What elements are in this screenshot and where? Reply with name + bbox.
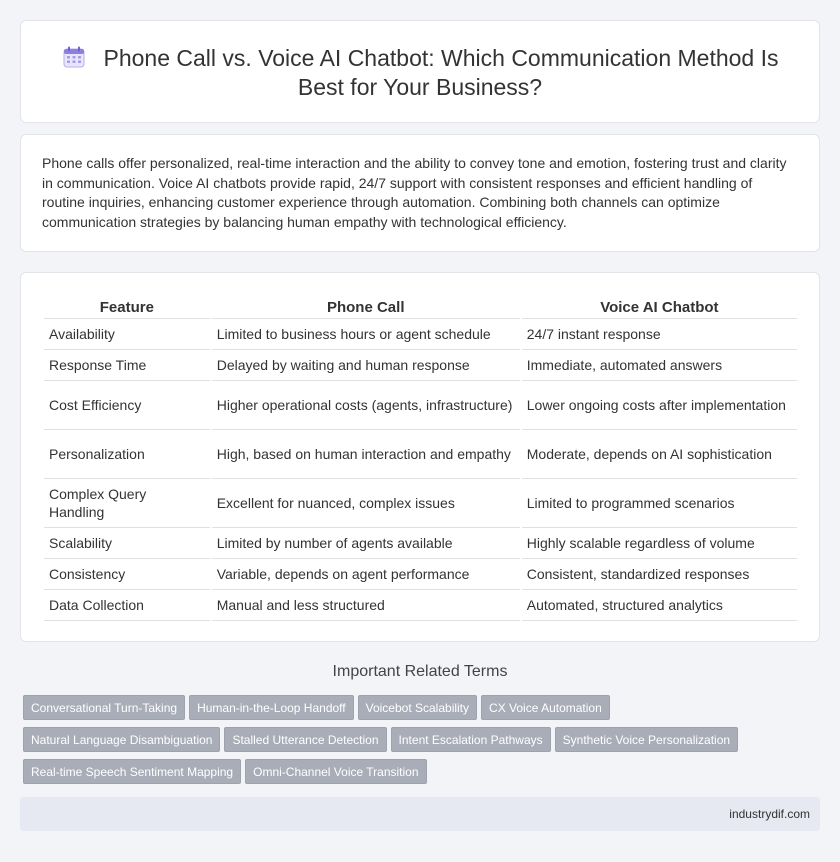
page-title-wrap xyxy=(21,44,819,102)
phone-call-cell: High, based on human interaction and empathy xyxy=(212,430,520,479)
voice-ai-cell: Limited to programmed scenarios xyxy=(522,479,797,528)
footer-site-link[interactable]: industrydif.com xyxy=(729,807,810,821)
calendar-icon xyxy=(62,45,86,69)
phone-call-cell: Higher operational costs (agents, infrastructure) xyxy=(212,381,520,430)
related-term-chip[interactable]: Voicebot Scalability xyxy=(358,695,477,720)
table-header-row xyxy=(44,295,797,319)
table-row xyxy=(44,381,797,430)
voice-ai-cell: 24/7 instant response xyxy=(522,319,797,350)
feature-cell: Availability xyxy=(44,319,210,350)
feature-cell: Scalability xyxy=(44,528,210,559)
comparison-card xyxy=(20,272,820,642)
voice-ai-cell: Lower ongoing costs after implementation xyxy=(522,381,797,430)
table-row xyxy=(44,479,797,528)
page-title: Phone Call vs. Voice AI Chatbot: Which Communication Method Is Best for Your Business? xyxy=(103,45,779,100)
table-row xyxy=(44,350,797,381)
feature-cell: Response Time xyxy=(44,350,210,381)
related-term-chip[interactable]: Synthetic Voice Personalization xyxy=(555,727,738,752)
voice-ai-cell: Consistent, standardized responses xyxy=(522,559,797,590)
phone-call-cell: Limited by number of agents available xyxy=(212,528,520,559)
related-term-chip[interactable]: Human-in-the-Loop Handoff xyxy=(189,695,354,720)
comparison-table xyxy=(42,295,799,621)
related-term-chip[interactable]: Natural Language Disambiguation xyxy=(23,727,220,752)
related-term-chip[interactable]: Omni-Channel Voice Transition xyxy=(245,759,426,784)
phone-call-cell: Manual and less structured xyxy=(212,590,520,621)
header-feature: Feature xyxy=(44,295,210,319)
header-phone-call: Phone Call xyxy=(212,295,520,319)
related-term-chip[interactable]: CX Voice Automation xyxy=(481,695,610,720)
voice-ai-cell: Automated, structured analytics xyxy=(522,590,797,621)
voice-ai-cell: Highly scalable regardless of volume xyxy=(522,528,797,559)
feature-cell: Complex Query Handling xyxy=(44,479,210,528)
feature-cell: Data Collection xyxy=(44,590,210,621)
related-term-chip[interactable]: Real-time Speech Sentiment Mapping xyxy=(23,759,241,784)
feature-cell: Personalization xyxy=(44,430,210,479)
related-terms-list xyxy=(23,695,803,791)
table-row xyxy=(44,528,797,559)
phone-call-cell: Variable, depends on agent performance xyxy=(212,559,520,590)
table-row xyxy=(44,430,797,479)
voice-ai-cell: Moderate, depends on AI sophistication xyxy=(522,430,797,479)
table-row xyxy=(44,590,797,621)
feature-cell: Cost Efficiency xyxy=(44,381,210,430)
footer-bar xyxy=(20,797,820,831)
voice-ai-cell: Immediate, automated answers xyxy=(522,350,797,381)
table-row xyxy=(44,559,797,590)
related-terms-heading: Important Related Terms xyxy=(332,663,508,680)
title-card xyxy=(20,20,820,123)
phone-call-cell: Limited to business hours or agent schedule xyxy=(212,319,520,350)
related-term-chip[interactable]: Stalled Utterance Detection xyxy=(224,727,386,752)
table-row xyxy=(44,319,797,350)
related-term-chip[interactable]: Intent Escalation Pathways xyxy=(391,727,551,752)
intro-paragraph: Phone calls offer personalized, real-time interaction and the ability to convey tone and emotion, fostering trust and clarity in communication. Voice AI chatbots provide rapid, 24/7 support with consistent responses and efficient handling of routine inquiries, enhancing customer experience through automation. Combining both channels can optimize communication strategies by balancing human empathy with technological efficiency. xyxy=(42,155,787,230)
intro-card xyxy=(20,134,820,252)
related-term-chip[interactable]: Conversational Turn-Taking xyxy=(23,695,185,720)
feature-cell: Consistency xyxy=(44,559,210,590)
phone-call-cell: Delayed by waiting and human response xyxy=(212,350,520,381)
header-voice-ai-chatbot: Voice AI Chatbot xyxy=(522,295,797,319)
phone-call-cell: Excellent for nuanced, complex issues xyxy=(212,479,520,528)
